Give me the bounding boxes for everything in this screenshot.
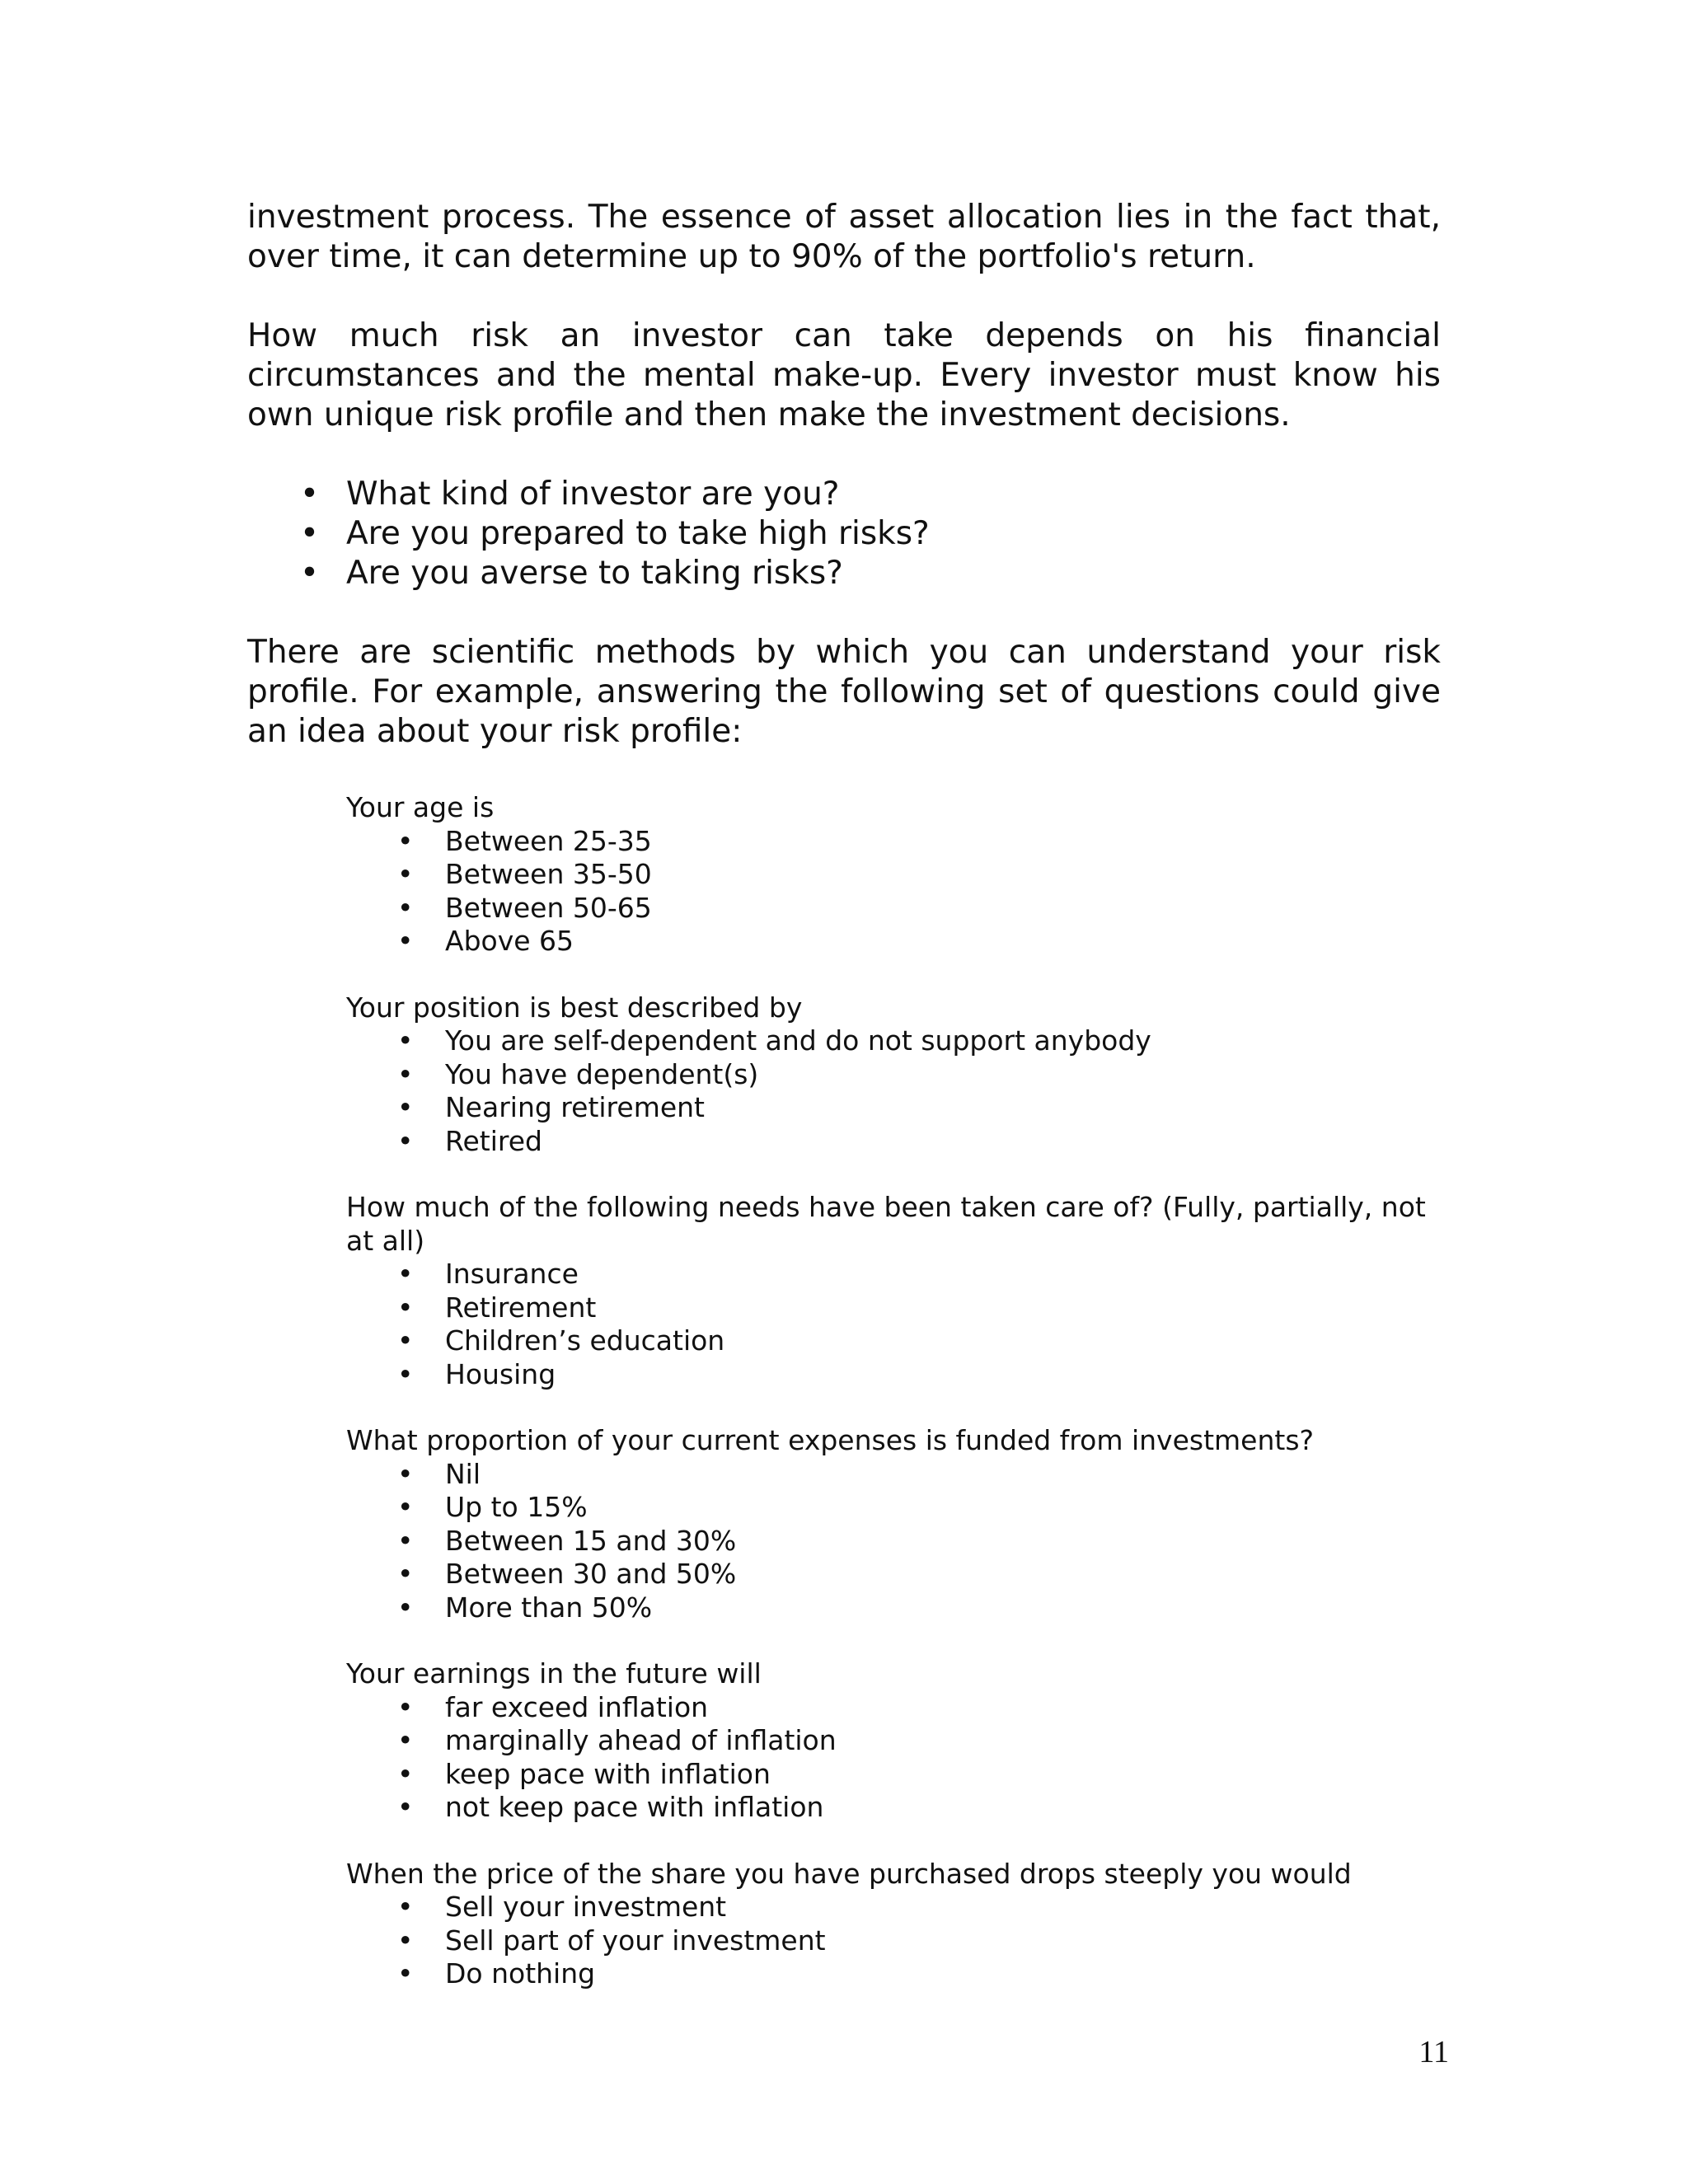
option-text: Between 15 and 30% xyxy=(445,1524,737,1557)
list-item xyxy=(346,1125,1441,1159)
bullet-icon: • xyxy=(397,1291,414,1324)
bullet-icon: • xyxy=(397,858,414,890)
list-item-text: Are you prepared to take high risks? xyxy=(346,515,930,552)
option-list xyxy=(346,825,1441,958)
list-item xyxy=(346,1558,1441,1591)
question-text: How much of the following needs have been taken care of? (Fully, partially, not at all) xyxy=(346,1191,1426,1257)
bullet-icon: • xyxy=(397,1491,414,1523)
list-item xyxy=(346,1091,1441,1125)
question-text: When the price of the share you have purchased drops steeply you would xyxy=(346,1857,1352,1890)
bullet-icon: • xyxy=(397,1124,414,1157)
list-item-text: Are you averse to taking risks? xyxy=(346,555,843,592)
question-text: What proportion of your current expenses is funded from investments? xyxy=(346,1424,1315,1456)
bullet-icon: • xyxy=(397,1024,414,1057)
option-text: Nil xyxy=(445,1457,481,1490)
bullet-icon: • xyxy=(397,1591,414,1624)
list-item xyxy=(346,1491,1441,1525)
bullet-icon: • xyxy=(397,1324,414,1357)
question-block-earnings xyxy=(346,1657,1441,1825)
bullet-icon: • xyxy=(397,1891,414,1923)
list-item xyxy=(346,1791,1441,1825)
list-item xyxy=(346,1058,1441,1092)
list-item xyxy=(346,1891,1441,1924)
bullet-icon: • xyxy=(300,555,320,592)
question-text: Your earnings in the future will xyxy=(346,1657,762,1690)
list-item xyxy=(247,514,1441,554)
bullet-icon: • xyxy=(397,1924,414,1957)
bullet-icon: • xyxy=(300,476,320,513)
list-item xyxy=(346,1358,1441,1392)
paragraph-asset-allocation: investment process. The essence of asset allocation lies in the fact that, over time, it can determine up to 90% of the portfolio's return. xyxy=(247,199,1441,275)
page-number: 11 xyxy=(1418,2035,1449,2069)
list-item xyxy=(346,892,1441,926)
question-block-share-price xyxy=(346,1858,1441,1991)
list-item xyxy=(346,1324,1441,1358)
paragraph-intro: There are scientific methods by which you can understand your risk profile. For example, answering the following set of questions could give an idea about your risk profile: xyxy=(247,634,1441,750)
bullet-icon: • xyxy=(397,1357,414,1390)
option-text: Between 50-65 xyxy=(445,891,652,924)
bullet-icon: • xyxy=(397,824,414,857)
option-text: far exceed inflation xyxy=(445,1690,709,1723)
bullet-icon: • xyxy=(397,1558,414,1590)
bullet-icon: • xyxy=(397,1057,414,1090)
option-text: You are self-dependent and do not support anybody xyxy=(445,1024,1151,1057)
list-item-text: What kind of investor are you? xyxy=(346,476,840,513)
option-text: Between 35-50 xyxy=(445,858,652,890)
option-list xyxy=(346,1691,1441,1825)
option-text: Between 25-35 xyxy=(445,824,652,857)
option-text: Above 65 xyxy=(445,925,574,957)
option-text: marginally ahead of inflation xyxy=(445,1724,837,1756)
list-item xyxy=(346,1291,1441,1325)
bullet-icon: • xyxy=(397,1690,414,1723)
option-text: Housing xyxy=(445,1357,556,1390)
option-list xyxy=(346,1258,1441,1391)
option-text: Sell part of your investment xyxy=(445,1924,826,1957)
option-text: Retired xyxy=(445,1124,542,1157)
list-item xyxy=(346,1724,1441,1758)
bullet-icon: • xyxy=(397,1724,414,1756)
question-block-position xyxy=(346,991,1441,1159)
bullet-icon: • xyxy=(397,1258,414,1290)
page-content xyxy=(247,198,1441,2024)
bullet-icon: • xyxy=(397,1757,414,1790)
bullet-icon: • xyxy=(397,1791,414,1823)
option-text: Insurance xyxy=(445,1258,579,1290)
list-item xyxy=(247,475,1441,514)
list-item xyxy=(346,1525,1441,1558)
option-text: Up to 15% xyxy=(445,1491,588,1523)
option-text: not keep pace with inflation xyxy=(445,1791,824,1823)
bullet-icon: • xyxy=(397,1957,414,1990)
list-item xyxy=(346,1024,1441,1058)
option-text: keep pace with inflation xyxy=(445,1757,771,1790)
option-text: Sell your investment xyxy=(445,1891,727,1923)
bullet-icon: • xyxy=(397,1091,414,1123)
list-item xyxy=(346,825,1441,859)
option-text: You have dependent(s) xyxy=(445,1057,759,1090)
key-questions-list xyxy=(247,475,1441,593)
list-item xyxy=(247,554,1441,593)
option-text: Nearing retirement xyxy=(445,1091,705,1123)
bullet-icon: • xyxy=(397,891,414,924)
list-item xyxy=(346,1758,1441,1792)
option-text: Between 30 and 50% xyxy=(445,1558,737,1590)
question-block-age xyxy=(346,791,1441,958)
option-text: More than 50% xyxy=(445,1591,653,1624)
option-list xyxy=(346,1024,1441,1158)
option-text: Do nothing xyxy=(445,1957,596,1990)
question-text: Your age is xyxy=(346,791,495,823)
option-text: Children’s education xyxy=(445,1324,725,1357)
list-item xyxy=(346,1458,1441,1492)
list-item xyxy=(346,1258,1441,1291)
question-block-expenses xyxy=(346,1424,1441,1624)
risk-profile-questionnaire xyxy=(346,791,1441,1991)
list-item xyxy=(346,1924,1441,1958)
question-block-needs xyxy=(346,1191,1441,1391)
list-item xyxy=(346,925,1441,958)
list-item xyxy=(346,858,1441,892)
list-item xyxy=(346,1957,1441,1991)
paragraph-risk-capacity: How much risk an investor can take depends on his financial circumstances and the mental make-up. Every investor must know his own unique risk profile and then make the investment decisions. xyxy=(247,317,1441,434)
option-list xyxy=(346,1458,1441,1625)
list-item xyxy=(346,1591,1441,1625)
option-list xyxy=(346,1891,1441,1991)
bullet-icon: • xyxy=(397,1524,414,1557)
question-text: Your position is best described by xyxy=(346,991,803,1024)
bullet-icon: • xyxy=(397,1457,414,1490)
list-item xyxy=(346,1691,1441,1725)
bullet-icon: • xyxy=(397,925,414,957)
option-text: Retirement xyxy=(445,1291,597,1324)
bullet-icon: • xyxy=(300,515,320,552)
